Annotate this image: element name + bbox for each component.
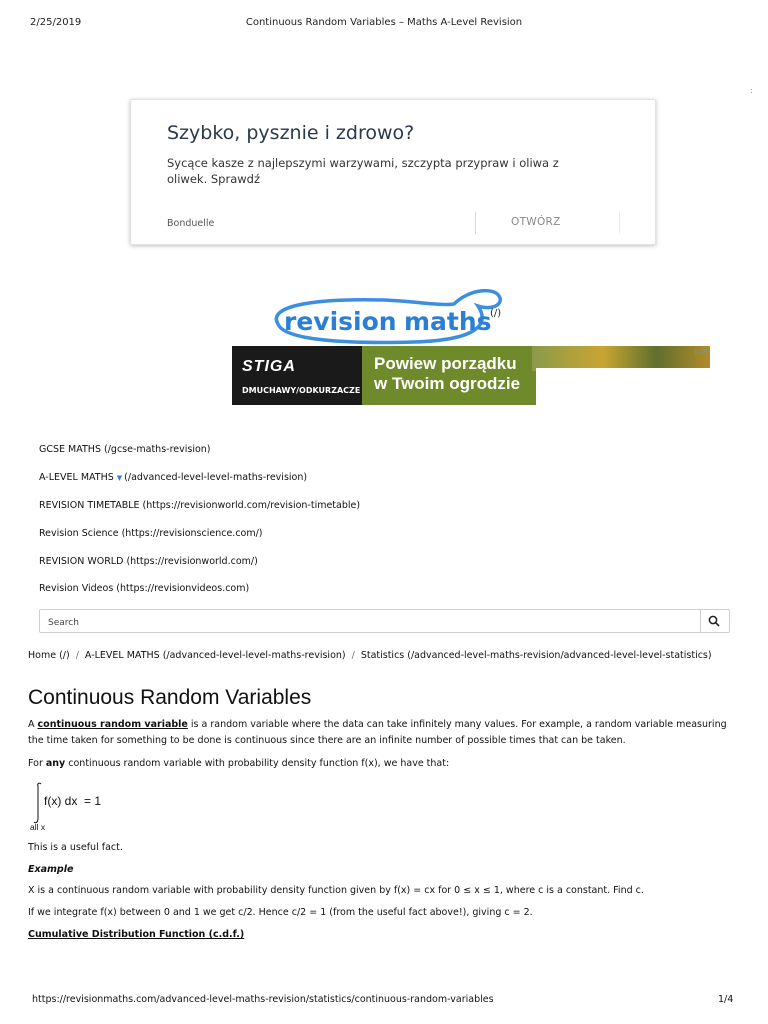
logo-link-text[interactable]: (/): [490, 308, 502, 319]
paragraph-solution: If we integrate f(x) between 0 and 1 we get c/2. Hence c/2 = 1 (from the useful fact above!), giving c = 2.: [28, 907, 533, 918]
banner-brand: STIGA: [242, 358, 296, 375]
search-button[interactable]: [699, 609, 730, 633]
text: is a random variable where the data can take infinitely many values. For example, a random variable measuring the time taken for something to be done is continuous since there are an infinite number of possible times that can be taken.: [28, 719, 727, 746]
nav-revision-science[interactable]: Revision Science (https://revisionscience.com/): [39, 528, 263, 539]
nav-revision-world[interactable]: REVISION WORLD (https://revisionworld.com/): [39, 556, 258, 567]
breadcrumb-separator: /: [75, 650, 79, 661]
ad-divider: [475, 212, 476, 234]
print-date: 2/25/2019: [30, 17, 82, 28]
ad-choices-icon[interactable]: ▷✕: [695, 347, 708, 356]
paragraph-definition: [28, 717, 738, 748]
site-logo[interactable]: [264, 284, 524, 348]
formula-subscript: all x: [30, 822, 46, 832]
nav-a-level-maths[interactable]: [39, 472, 307, 483]
ad-card[interactable]: [130, 99, 656, 245]
banner-line-1: Powiew porządku: [374, 354, 517, 373]
ad-divider-right: [619, 212, 620, 234]
page-title: Continuous Random Variables: [28, 686, 312, 709]
breadcrumb: [28, 650, 712, 661]
nav-gcse-maths[interactable]: GCSE MATHS (/gcse-maths-revision): [39, 444, 211, 455]
integral-formula: [32, 780, 152, 836]
formula-main: f(x) dx = 1: [44, 794, 102, 808]
print-page-number: 1/4: [718, 994, 734, 1005]
banner-whitespace: [536, 368, 710, 405]
term-continuous-random-variable: continuous random variable: [37, 719, 188, 730]
integral-sign-icon: [32, 780, 152, 836]
nav-a-level-label[interactable]: A-LEVEL MATHS: [39, 472, 114, 483]
text: For: [28, 758, 46, 769]
scroll-marker: :: [750, 86, 753, 95]
breadcrumb-separator: /: [351, 650, 355, 661]
print-url: https://revisionmaths.com/advanced-level-maths-revision/statistics/continuous-random-variables: [32, 994, 494, 1005]
search-box: [39, 609, 701, 633]
ad-text: Sycące kasze z najlepszymi warzywami, szczypta przypraw i oliwa z oliwek. Sprawdź: [167, 156, 559, 186]
nav-a-level-url: (/advanced-level-level-maths-revision): [124, 472, 308, 483]
example-heading: Example: [28, 864, 74, 875]
nav-revision-timetable[interactable]: REVISION TIMETABLE (https://revisionworld.com/revision-timetable): [39, 500, 361, 511]
search-input[interactable]: [40, 612, 696, 634]
emphasis-any: any: [45, 758, 66, 769]
paragraph-any: [28, 756, 738, 772]
cdf-heading-link[interactable]: Cumulative Distribution Function (c.d.f.): [28, 929, 245, 940]
paragraph-example: X is a continuous random variable with probability density function given by f(x) = cx for 0 ≤ x ≤ 1, where c is a constant. Find c.: [28, 885, 644, 896]
search-icon: [708, 615, 720, 627]
ad-title[interactable]: Szybko, pysznie i zdrowo?: [167, 122, 415, 144]
breadcrumb-statistics[interactable]: Statistics (/advanced-level-maths-revision/advanced-level-level-statistics): [360, 650, 712, 661]
banner-ad[interactable]: [232, 346, 710, 405]
breadcrumb-a-level[interactable]: A-LEVEL MATHS (/advanced-level-level-maths-revision): [84, 650, 346, 661]
banner-subtitle: DMUCHAWY/ODKURZACZE: [242, 386, 361, 395]
ad-brand: Bonduelle: [167, 218, 215, 229]
caret-down-icon[interactable]: ▼: [116, 474, 123, 482]
logo-graphic: [264, 284, 524, 348]
banner-line-2: w Twoim ogrodzie: [374, 374, 521, 393]
logo-word-maths: maths: [404, 307, 492, 336]
text: A: [28, 719, 38, 730]
ad-open-button[interactable]: OTWÓRZ: [511, 216, 561, 228]
logo-word-revision: revision: [284, 307, 397, 336]
breadcrumb-home[interactable]: Home (/): [28, 650, 70, 661]
text: continuous random variable with probability density function f(x), we have that:: [65, 758, 450, 769]
print-title: Continuous Random Variables – Maths A-Level Revision: [245, 17, 523, 28]
banner-message: [374, 354, 520, 394]
nav-revision-videos[interactable]: Revision Videos (https://revisionvideos.com): [39, 583, 250, 594]
paragraph-useful-fact: This is a useful fact.: [28, 842, 123, 853]
